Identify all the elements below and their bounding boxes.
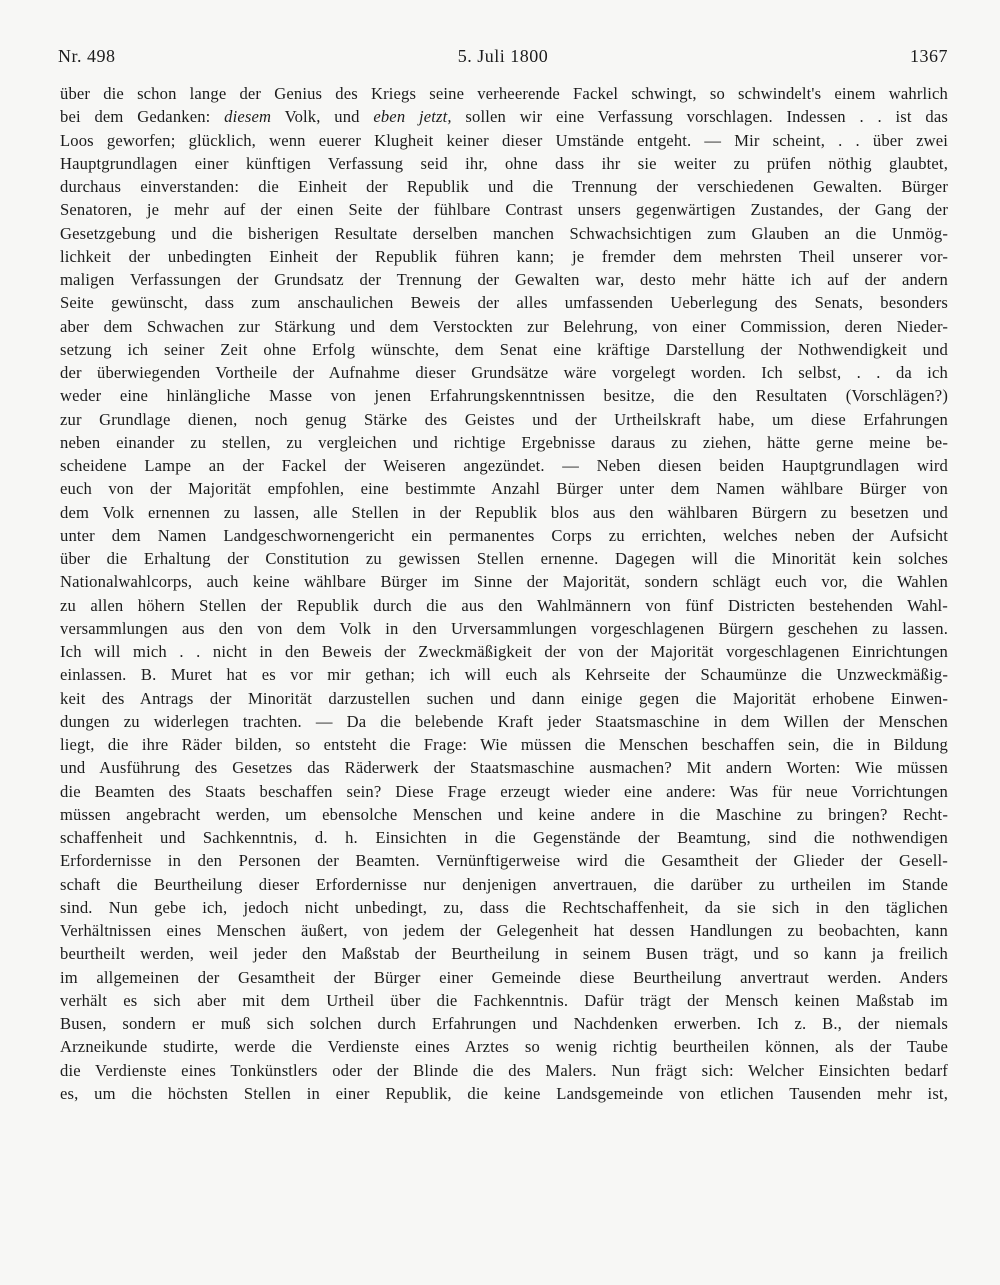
text-line: und Ausführung des Gesetzes das Räderwerk der Staatsmaschine ausmachen? Mit andern Worten: Wie müssen — [60, 758, 948, 778]
text-line: beurtheilt werden, weil jeder den Maßstab der Beurtheilung in seinem Busen trägt, und so kann ja freilich — [60, 944, 948, 964]
text-line: Arzneikunde studirte, werde die Verdienste eines Arztes so wenig richtig beurtheilen können, als der Taube — [60, 1037, 948, 1057]
text-line: Gesetzgebung und die bisherigen Resultate derselben manchen Schwachsichtigen zum Glauben an die Unmög- — [60, 223, 948, 243]
text-line: Busen, sondern er muß sich solchen durch Erfahrungen und Nachdenken erwerben. Ich z. B., der niemals — [60, 1014, 948, 1033]
page-header — [58, 46, 948, 76]
text-line: Erfordernisse in den Personen der Beamten. Vernünftigerweise wird die Gesamtheit der Glieder der Gesell- — [60, 851, 948, 871]
text-line: im allgemeinen der Gesamtheit der Bürger einer Gemeinde diese Beurtheilung anvertraut werden. Anders — [60, 967, 948, 987]
text-line: keit des Antrags der Minorität darzustellen suchen und dann einige gegen die Majorität erhobene Einwen- — [60, 688, 948, 708]
document-number: Nr. 498 — [58, 46, 116, 66]
text-line: müssen angebracht werden, um ebensolche Menschen und keine andere in die Maschine zu bringen? Recht- — [60, 804, 948, 824]
text-line: aber dem Schwachen zur Stärkung und dem Verstockten zur Belehrung, von einer Commission, deren Nieder- — [60, 316, 948, 336]
text-line: Hauptgrundlagen einer künftigen Verfassung seid ihr, ohne dass ihr sie weiter zu prüfen nöthig glaubtet, — [60, 153, 948, 173]
body-text — [60, 82, 948, 1105]
text-line: verhält es sich aber mit dem Urtheil über die Fachkenntnis. Dafür trägt der Mensch keinen Maßstab im — [60, 990, 948, 1010]
text-line: unter dem Namen Landgeschwornengericht ein permanentes Corps zu errichten, welches neben der Aufsicht — [60, 525, 948, 545]
text-line: dungen zu widerlegen trachten. — Da die belebende Kraft jeder Staatsmaschine in dem Willen der Menschen — [60, 711, 948, 731]
text-line: Nationalwahlcorps, auch keine wählbare Bürger im Sinne der Majorität, sondern schlägt euch vor, die Wahlen — [60, 572, 948, 592]
text-line: liegt, die ihre Räder bilden, so entsteht die Frage: Wie müssen die Menschen beschaffen sein, die in Bildung — [60, 735, 948, 754]
text-line: scheidene Lampe an der Fackel der Weiseren angezündet. — Neben diesen beiden Hauptgrundlagen wird — [60, 456, 948, 475]
text-line: schaffenheit und Sachkenntnis, d. h. Einsichten in die Gegenstände der Beamtung, sind die nothwendigen — [60, 828, 948, 847]
text-line: dem Volk ernennen zu lassen, alle Stellen in der Republik blos aus den wählbaren Bürgern zu besetzen und — [60, 502, 948, 522]
text-line: weder eine hinlängliche Masse von jenen Erfahrungskenntnissen besitze, die den Resultaten (Vorschlägen?) — [60, 386, 948, 406]
text-line: es, um die höchsten Stellen in einer Republik, die keine Landsgemeinde von etlichen Tausenden mehr ist, — [60, 1083, 948, 1103]
document-date: 5. Juli 1800 — [457, 46, 549, 66]
text-line: über die schon lange der Genius des Kriegs seine verheerende Fackel schwingt, so schwindelt's einem wahrlich — [60, 84, 948, 103]
text-line: Verhältnissen eines Menschen äußert, von jedem der Gelegenheit hat dessen Handlungen zu beobachten, kann — [60, 921, 948, 940]
text-line: Loos geworfen; glücklich, wenn euerer Klugheit keiner dieser Umstände entgeht. — Mir scheint, . . über zwei — [60, 130, 948, 150]
text-line: bei dem Gedanken: diesem Volk, und eben jetzt, sollen wir eine Verfassung vorschlagen. Indessen . . ist das — [60, 107, 948, 127]
text-line: Ich will mich . . nicht in den Beweis der Zweckmäßigkeit der von der Majorität vorgeschlagenen Einrichtungen — [60, 642, 948, 661]
text-line: durchaus einverstanden: die Einheit der Republik und die Trennung der verschiedenen Gewalten. Bürger — [60, 177, 948, 196]
text-line: über die Erhaltung der Constitution zu gewissen Stellen ernenne. Dagegen will die Minorität kein solches — [60, 549, 948, 568]
text-line: setzung ich seiner Zeit ohne Erfolg wünschte, dem Senat eine kräftige Darstellung der Nothwendigkeit und — [60, 339, 948, 359]
text-line: die Verdienste eines Tonkünstlers oder der Blinde die des Malers. Nun frägt sich: Welcher Einsichten bedarf — [60, 1060, 948, 1080]
text-line: neben einander zu stellen, zu vergleichen und richtige Ergebnisse daraus zu ziehen, hätte gerne meine be- — [60, 432, 948, 452]
text-line: einlassen. B. Muret hat es vor mir gethan; ich will euch als Kehrseite der Schaumünze die Unzweckmäßig- — [60, 665, 948, 685]
text-line: Seite gewünscht, dass zum anschaulichen Beweis der alles umfassenden Ueberlegung des Senats, besonders — [60, 293, 948, 313]
text-line: der überwiegenden Vortheile der Aufnahme dieser Grundsätze wäre vorgelegt worden. Ich selbst, . . da ich — [60, 363, 948, 382]
italic-emphasis: eben jetzt, — [373, 107, 452, 127]
text-line: sind. Nun gebe ich, jedoch nicht unbedingt, zu, dass die Rechtschaffenheit, da sie sich in den täglichen — [60, 897, 948, 917]
text-line: versammlungen aus den von dem Volk in den Urversammlungen vorgeschlagenen Bürgern geschehen zu lassen. — [60, 618, 948, 638]
text-line: die Beamten des Staats beschaffen sein? Diese Frage erzeugt wieder eine andere: Was für neue Vorrichtungen — [60, 781, 948, 801]
text-line: euch von der Majorität empfohlen, eine bestimmte Anzahl Bürger unter dem Namen wählbare Bürger von — [60, 479, 948, 499]
page-number: 1367 — [910, 46, 948, 66]
text-line: schaft die Beurtheilung dieser Erfordernisse nur denjenigen anvertrauen, die darüber zu urtheilen im Stande — [60, 874, 948, 894]
italic-emphasis: diesem — [224, 107, 272, 127]
text-line: lichkeit der unbedingten Einheit der Republik führen kann; je fremder dem mehrsten Theil unserer vor- — [60, 246, 948, 266]
text-line: zu allen höhern Stellen der Republik durch die aus den Wahlmännern von fünf Districten bestehenden Wahl- — [60, 595, 948, 615]
text-line: Senatoren, je mehr auf der einen Seite der fühlbare Contrast unsers gegenwärtigen Zustandes, der Gang der — [60, 200, 948, 220]
text-line: maligen Verfassungen der Grundsatz der Trennung der Gewalten war, desto mehr hätte ich auf der andern — [60, 270, 948, 289]
text-line: zur Grundlage dienen, noch genug Stärke des Geistes und der Urtheilskraft habe, um diese Erfahrungen — [60, 409, 948, 429]
